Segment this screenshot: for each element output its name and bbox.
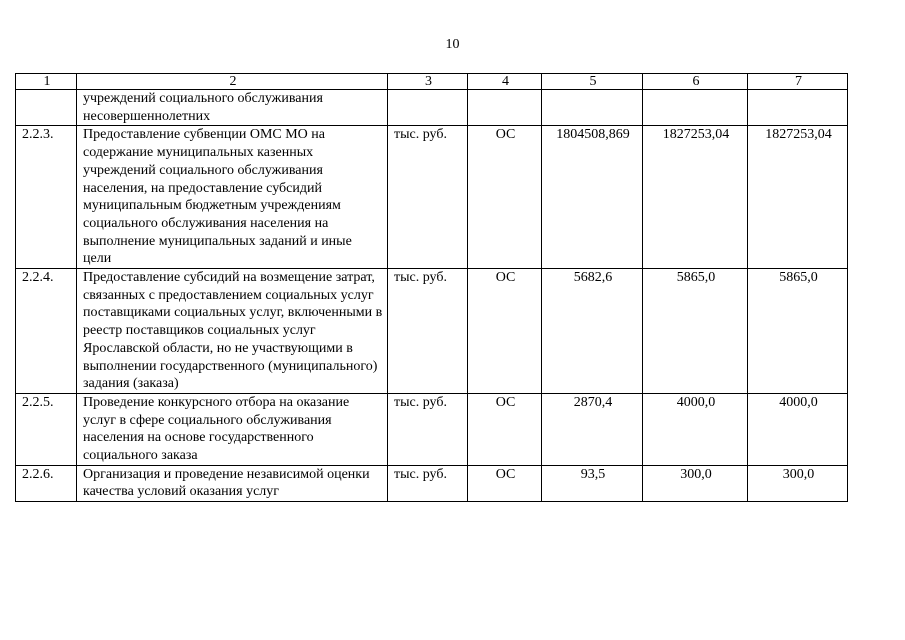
table-row bbox=[16, 465, 848, 501]
budget-table bbox=[15, 73, 848, 502]
row-code bbox=[16, 90, 77, 126]
row-value-6: 1827253,04 bbox=[643, 126, 748, 269]
row-name: Организация и проведение независимой оценки качества условий оказания услуг bbox=[77, 465, 388, 501]
row-value-6: 5865,0 bbox=[643, 269, 748, 394]
header-col-7: 7 bbox=[748, 74, 848, 90]
header-col-5: 5 bbox=[542, 74, 643, 90]
row-name: Предоставление субвенции ОМС МО на содержание муниципальных казенных учреждений социального обслуживания населения, на предоставление субсидий муниципальным бюджетным учреждениям социального обслуживания населения на выполнение муниципальных заданий и иные цели bbox=[77, 126, 388, 269]
row-value-7: 300,0 bbox=[748, 465, 848, 501]
row-value-6 bbox=[643, 90, 748, 126]
row-unit: тыс. руб. bbox=[388, 269, 468, 394]
row-value-5: 5682,6 bbox=[542, 269, 643, 394]
row-code: 2.2.6. bbox=[16, 465, 77, 501]
row-code: 2.2.5. bbox=[16, 393, 77, 465]
row-value-6: 300,0 bbox=[643, 465, 748, 501]
header-col-6: 6 bbox=[643, 74, 748, 90]
row-source: ОС bbox=[468, 269, 542, 394]
table-row bbox=[16, 269, 848, 394]
row-code: 2.2.4. bbox=[16, 269, 77, 394]
row-unit bbox=[388, 90, 468, 126]
row-source: ОС bbox=[468, 465, 542, 501]
table-row bbox=[16, 90, 848, 126]
header-col-2: 2 bbox=[77, 74, 388, 90]
table-row bbox=[16, 126, 848, 269]
table-row bbox=[16, 393, 848, 465]
header-col-4: 4 bbox=[468, 74, 542, 90]
row-value-5: 1804508,869 bbox=[542, 126, 643, 269]
row-unit: тыс. руб. bbox=[388, 465, 468, 501]
row-unit: тыс. руб. bbox=[388, 126, 468, 269]
row-unit: тыс. руб. bbox=[388, 393, 468, 465]
row-source bbox=[468, 90, 542, 126]
row-name: Проведение конкурсного отбора на оказание услуг в сфере социального обслуживания населения на основе государственного социального заказа bbox=[77, 393, 388, 465]
header-row bbox=[16, 74, 848, 90]
page-number: 10 bbox=[445, 37, 460, 52]
row-value-7 bbox=[748, 90, 848, 126]
row-value-7: 1827253,04 bbox=[748, 126, 848, 269]
row-value-7: 5865,0 bbox=[748, 269, 848, 394]
row-name: Предоставление субсидий на возмещение затрат, связанных с предоставлением социальных услуг поставщиками социальных услуг, включенными в реестр поставщиков социальных услуг Ярославской области, но не участвующими в выполнении государственного (муниципального) задания (заказа) bbox=[77, 269, 388, 394]
row-source: ОС bbox=[468, 126, 542, 269]
row-name: учреждений социального обслуживания несовершеннолетних bbox=[77, 90, 388, 126]
row-code: 2.2.3. bbox=[16, 126, 77, 269]
row-value-6: 4000,0 bbox=[643, 393, 748, 465]
row-value-5 bbox=[542, 90, 643, 126]
row-value-5: 93,5 bbox=[542, 465, 643, 501]
row-value-7: 4000,0 bbox=[748, 393, 848, 465]
header-col-1: 1 bbox=[16, 74, 77, 90]
row-source: ОС bbox=[468, 393, 542, 465]
row-value-5: 2870,4 bbox=[542, 393, 643, 465]
header-col-3: 3 bbox=[388, 74, 468, 90]
